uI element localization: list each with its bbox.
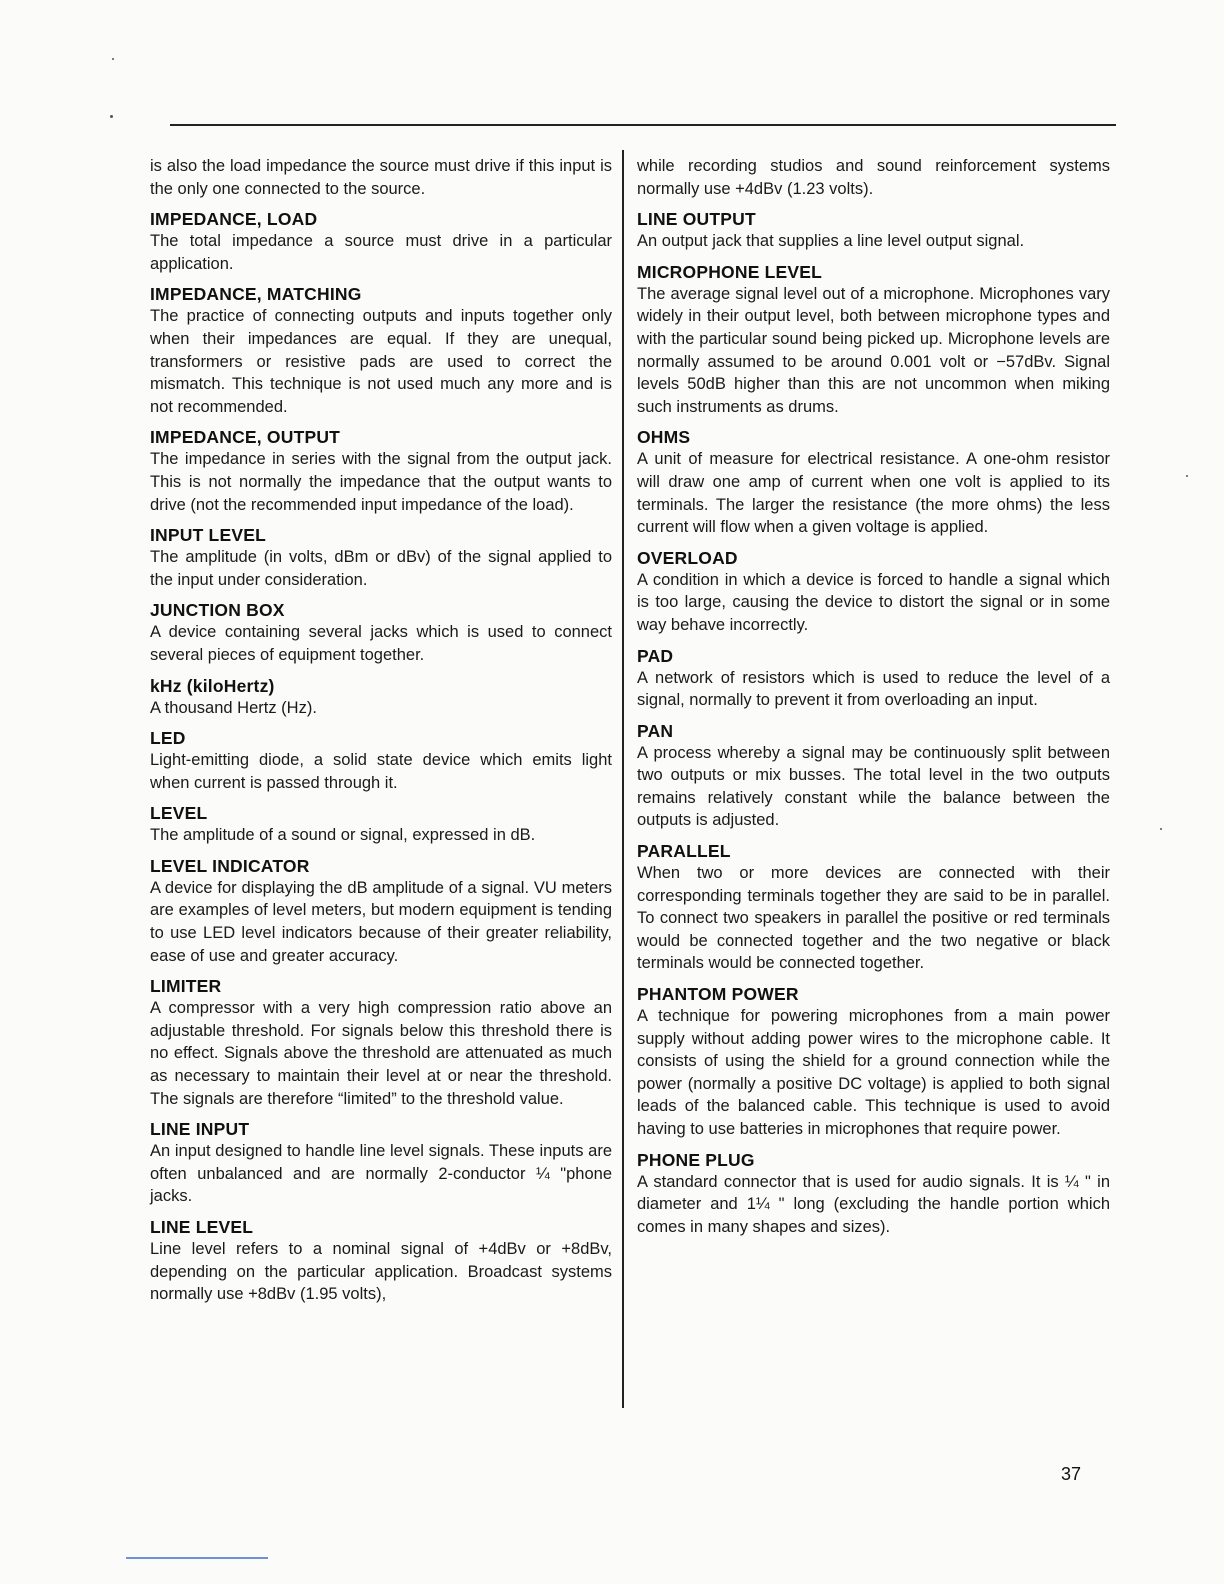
glossary-entry [637,645,1110,712]
glossary-term: LIMITER [150,976,222,997]
glossary-entry [637,840,1110,975]
glossary-entry [150,283,612,418]
glossary-entry [150,802,612,847]
glossary-term: IMPEDANCE, MATCHING [150,284,362,305]
glossary-term: OHMS [637,427,691,448]
glossary-definition: A standard connector that is used for audio signals. It is ¼ " in diameter and 1¼ " long (excluding the handle portion which comes in many shapes and sizes). [637,1172,1110,1236]
right-continuation-text: while recording studios and sound reinforcement systems normally use +4dBv (1.23 volts). [637,157,1110,198]
glossary-entry [150,727,612,794]
left-continuation-text: is also the load impedance the source must drive if this input is the only one connected to the source. [150,157,612,198]
glossary-entry [637,208,1110,253]
glossary-term: kHz (kiloHertz) [150,675,275,696]
page-number: 37 [1060,1464,1081,1484]
glossary-definition: A technique for powering microphones from a main power supply without adding power wires to the microphone cable. It consists of using the shield for a ground connection while the power (normally a positive DC voltage) is applied to both signal leads of the balanced cable. This technique is used to avoid having to use batteries in microphones that require power. [637,1007,1110,1138]
glossary-entry [150,975,612,1110]
glossary-definition: The total impedance a source must drive in a particular application. [150,232,612,273]
glossary-definition: Line level refers to a nominal signal of +4dBv or +8dBv, depending on the particular application. Broadcast systems normally use +8dBv (1.95 volts), [150,1240,612,1304]
glossary-definition: The amplitude (in volts, dBm or dBv) of the signal applied to the input under consideration. [150,548,612,589]
glossary-definition: A device containing several jacks which is used to connect several pieces of equipment together. [150,623,612,664]
scan-speck [112,58,114,60]
glossary-definition: A compressor with a very high compression ratio above an adjustable threshold. For signals below this threshold there is no effect. Signals above the threshold are attenuated as much as necessary to maintain their level at or near the threshold. The signals are therefore “limited” to the threshold value. [150,999,612,1108]
glossary-entry [150,426,612,516]
glossary-definition: A network of resistors which is used to reduce the level of a signal, normally to prevent it from overloading an input. [637,668,1110,710]
glossary-term: LINE INPUT [150,1119,250,1140]
glossary-term: JUNCTION BOX [150,600,285,621]
glossary-definition: An input designed to handle line level signals. These inputs are often unbalanced and are normally 2-conductor ¼ "phone jacks. [150,1142,612,1206]
scan-speck [1160,828,1162,830]
glossary-entry [637,983,1110,1141]
glossary-entry [150,599,612,666]
glossary-term: LINE OUTPUT [637,209,756,230]
column-divider [622,150,624,1408]
glossary-entry [150,1216,612,1306]
scan-speck [110,115,113,118]
glossary-definition: Light-emitting diode, a solid state device which emits light when current is passed through it. [150,751,612,792]
glossary-term: LEVEL [150,803,208,824]
glossary-entry [637,720,1110,832]
glossary-entry [637,1149,1110,1239]
glossary-term: LINE LEVEL [150,1217,254,1237]
glossary-entry [637,547,1110,637]
glossary-entry [150,208,612,275]
glossary-definition: A condition in which a device is forced to handle a signal which is too large, causing the device to distort the signal or in some way behave incorrectly. [637,570,1110,634]
glossary-term: IMPEDANCE, OUTPUT [150,427,341,448]
glossary-term: PARALLEL [637,841,731,862]
glossary-entry [150,855,612,967]
glossary-entry [150,675,612,720]
glossary-term: PHANTOM POWER [637,984,799,1005]
glossary-definition: A device for displaying the dB amplitude of a signal. VU meters are examples of level meters, but modern equipment is tending to use LED level indicators because of their greater reliability, ease of use and greater accuracy. [150,878,612,965]
glossary-definition: An output jack that supplies a line level output signal. [637,232,1025,251]
glossary-entry [150,524,612,591]
header-rule [170,124,1116,126]
glossary-entry [637,261,1110,419]
glossary-entry [150,1118,612,1208]
scan-speck [1186,475,1188,477]
right-column [637,155,1110,1246]
glossary-term: LED [150,728,186,749]
glossary-definition: A thousand Hertz (Hz). [150,698,317,717]
glossary-definition: When two or more devices are connected with their corresponding terminals together they are said to be in parallel. To connect two speakers in parallel the positive or red terminals would be connected together and the two negative or black terminals would be connected together. [637,864,1110,973]
glossary-term: INPUT LEVEL [150,525,266,546]
glossary-entry [637,426,1110,538]
glossary-term: PAN [637,720,674,741]
glossary-term: MICROPHONE LEVEL [637,261,823,282]
glossary-definition: A unit of measure for electrical resistance. A one-ohm resistor will draw one amp of current when one volt is applied to its terminals. The larger the resistance (the more ohms) the less current will flow when a given voltage is applied. [637,450,1110,537]
glossary-term: OVERLOAD [637,547,738,568]
glossary-definition: The average signal level out of a microphone. Microphones vary widely in their output level, both between microphone types and with the particular sound being picked up. Microphone levels are normally assumed to be around 0.001 volt or −57dBv. Signal levels 50dB higher than this are not uncommon when miking such instruments as drums. [637,284,1110,416]
glossary-term: PAD [637,645,674,666]
glossary-term: LEVEL INDICATOR [150,855,310,876]
glossary-definition: The amplitude of a sound or signal, expressed in dB. [150,826,536,845]
glossary-term: IMPEDANCE, LOAD [150,209,318,230]
glossary-term: PHONE PLUG [637,1149,755,1170]
left-column [150,155,612,1314]
glossary-definition: A process whereby a signal may be continuously split between two outputs or mix busses. The total level in the two outputs remains relatively constant while the balance between the outputs is adjusted. [637,743,1110,830]
glossary-definition: The impedance in series with the signal from the output jack. This is not normally the impedance that the output wants to drive (not the recommended input impedance of the load). [150,450,612,514]
glossary-definition: The practice of connecting outputs and inputs together only when their impedances are equal. If they are unequal, transformers or resistive pads are used to correct the mismatch. This technique is not used much any more and is not recommended. [150,307,612,416]
scan-edge-mark [126,1557,268,1559]
